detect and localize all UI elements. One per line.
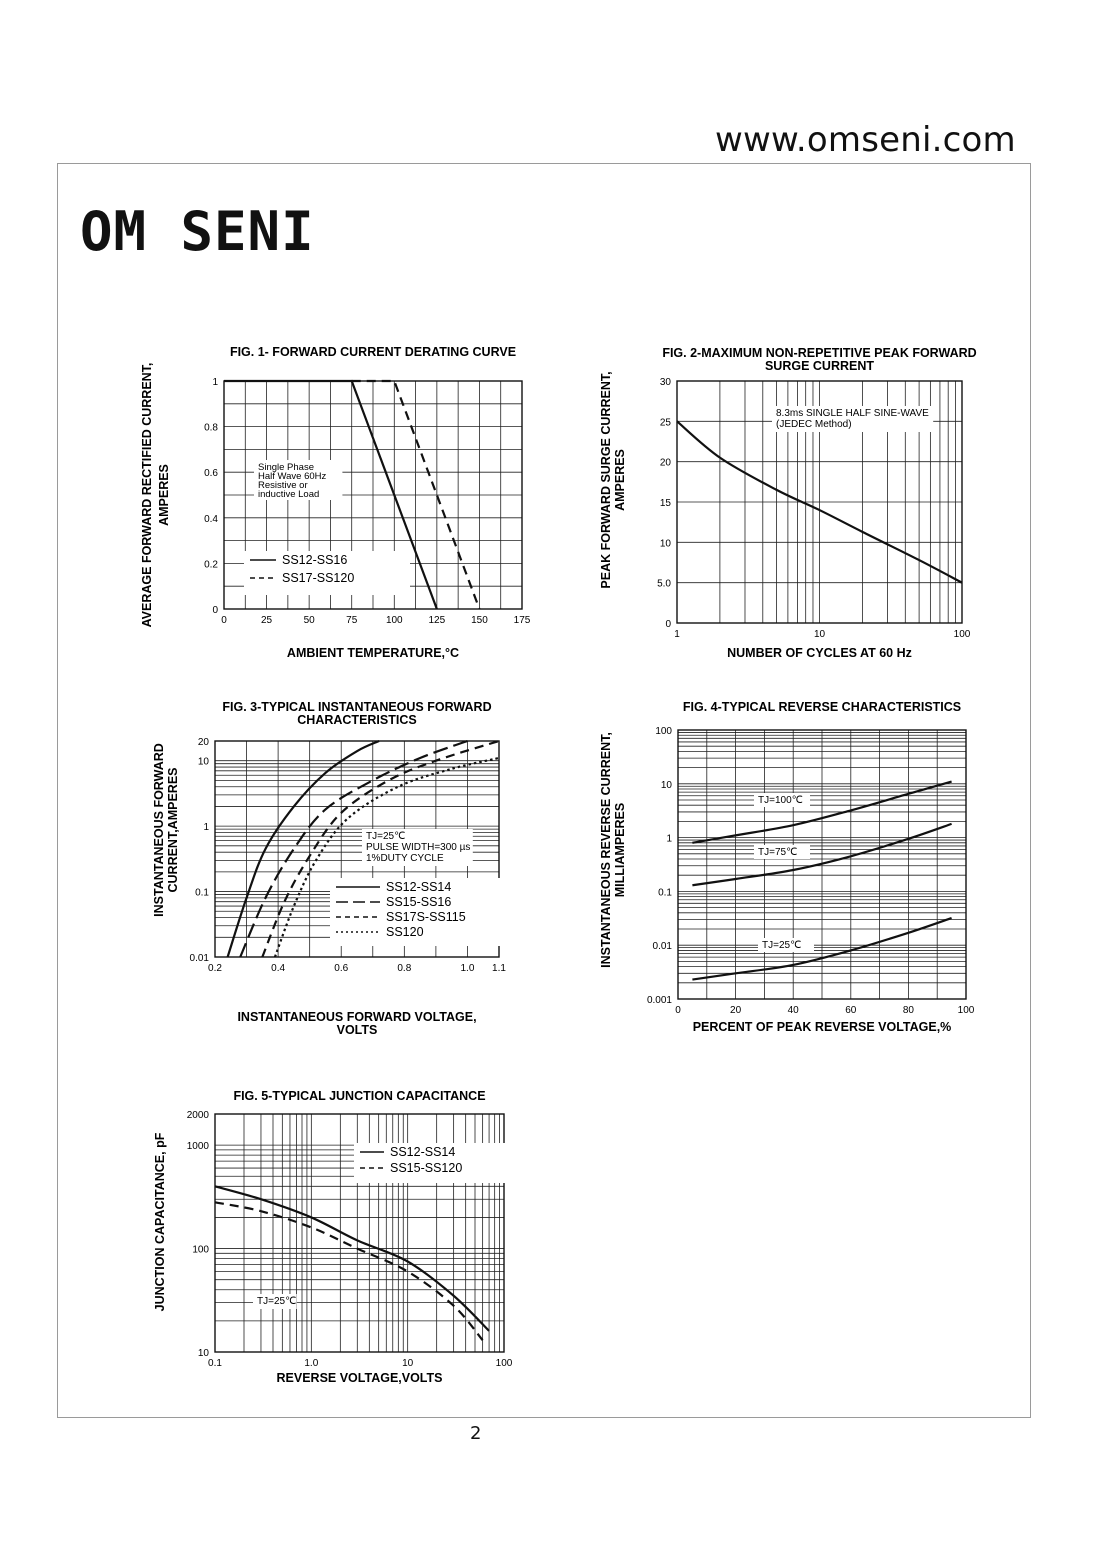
x-tick-label: 0.2 [208,963,222,974]
y-tick-label: 5.0 [657,578,671,590]
x-tick-label: 50 [303,615,315,626]
annotation-text: 1%DUTY CYCLE [366,853,444,864]
y-tick-label: 10 [660,779,672,791]
y-tick-label: 30 [659,377,671,388]
y-axis-label: CURRENT,AMPERES [166,767,180,893]
legend-label: SS17S-SS115 [386,910,466,924]
x-tick-label: 175 [513,615,531,626]
y-tick-label: 1 [203,822,209,834]
x-tick-label: 0 [221,615,227,626]
y-tick-label: 0.2 [204,559,218,571]
annotation-text: Half Wave 60Hz [258,471,327,482]
annotation-text: (JEDEC Method) [776,419,852,430]
y-tick-label: 0.1 [195,887,209,899]
chart-title: FIG. 4-TYPICAL REVERSE CHARACTERISTICS [682,700,962,714]
brand-logo: OM SENI [80,200,315,263]
curve-label: TJ=75℃ [758,847,798,858]
legend-label: SS15-SS120 [390,1161,463,1175]
y-tick-label: 0 [665,619,671,630]
y-tick-label: 20 [659,457,671,469]
chart-title: FIG. 1- FORWARD CURRENT DERATING CURVE [229,345,517,359]
chart-title: CHARACTERISTICS [297,713,417,727]
annotation-text: TJ=25℃ [257,1296,297,1307]
x-axis-label: AMBIENT TEMPERATURE,°C [286,646,460,660]
y-tick-label: 0.01 [189,953,209,964]
x-tick-label: 25 [261,615,273,626]
website-url[interactable]: www.omseni.com [715,120,1016,160]
x-tick-label: 10 [402,1358,414,1369]
curve-label: TJ=100℃ [758,795,803,806]
y-tick-label: 1 [666,833,672,845]
y-axis-label: AMPERES [157,464,171,526]
y-tick-label: 0.6 [204,468,218,480]
x-tick-label: 0.4 [271,963,286,974]
x-tick-label: 0.8 [397,963,412,974]
x-tick-label: 0.1 [208,1358,222,1369]
chart-fig1 [140,345,531,660]
x-axis-label: PERCENT OF PEAK REVERSE VOLTAGE,% [692,1020,952,1034]
y-tick-label: 0.01 [652,941,672,953]
page-number: 2 [470,1423,482,1444]
x-tick-label: 100 [495,1358,513,1369]
x-tick-label: 60 [845,1005,857,1016]
y-tick-label: 0.8 [204,422,218,434]
y-tick-label: 20 [197,737,209,748]
y-axis-label: AVERAGE FORWARD RECTIFIED CURRENT, [140,362,154,628]
y-tick-label: 1000 [186,1141,209,1153]
y-tick-label: 10 [197,1348,209,1359]
x-axis-label: VOLTS [336,1023,378,1037]
legend-label: SS12-SS16 [282,553,348,567]
x-tick-label: 100 [385,615,403,626]
y-axis-label: PEAK FORWARD SURGE CURRENT, [599,371,613,589]
chart-fig2 [599,346,977,660]
x-tick-label: 80 [902,1005,914,1016]
y-axis-label: JUNCTION CAPACITANCE, pF [153,1132,167,1312]
y-tick-label: 2000 [186,1110,209,1121]
x-tick-label: 1 [674,629,680,640]
x-tick-label: 10 [813,629,826,640]
chart-title: SURGE CURRENT [764,359,875,373]
x-tick-label: 40 [787,1005,799,1016]
y-tick-label: 0.4 [204,513,218,525]
y-axis-label: INSTANTANEOUS FORWARD [152,743,166,917]
annotation-text: Single Phase [258,462,314,473]
chart-title: FIG. 2-MAXIMUM NON-REPETITIVE PEAK FORWARD [662,346,977,360]
x-tick-label: 100 [953,629,971,640]
legend-label: SS15-SS16 [386,895,452,909]
legend-label: SS12-SS14 [390,1145,456,1159]
legend-label: SS17-SS120 [282,571,355,585]
annotation-text: inductive Load [258,489,320,500]
y-tick-label: 1 [212,377,218,388]
x-tick-label: 125 [428,615,446,626]
annotation-text: TJ=25℃ [366,831,406,842]
y-axis-label: INSTANTANEOUS REVERSE CURRENT, [599,732,613,968]
annotation-text: Resistive or [258,480,308,491]
curve-label: TJ=25℃ [762,940,802,951]
x-tick-label: 0 [675,1005,681,1016]
y-tick-label: 0.1 [658,887,672,899]
chart-fig4 [599,700,975,1034]
y-tick-label: 100 [192,1244,209,1256]
y-tick-label: 100 [655,726,672,737]
annotation-text: PULSE WIDTH=300 µs [366,842,471,853]
y-tick-label: 10 [197,756,209,768]
x-tick-label: 20 [730,1005,742,1016]
x-tick-label: 1.1 [492,963,506,974]
y-tick-label: 0.001 [646,995,672,1006]
x-axis-label: REVERSE VOLTAGE,VOLTS [276,1371,443,1385]
legend-label: SS120 [386,925,424,939]
chart-title: FIG. 3-TYPICAL INSTANTANEOUS FORWARD [222,700,492,714]
y-axis-label: MILLIAMPERES [613,802,627,898]
annotation-text: 8.3ms SINGLE HALF SINE-WAVE [776,408,929,419]
y-axis-label: AMPERES [613,449,627,511]
chart-title: FIG. 5-TYPICAL JUNCTION CAPACITANCE [233,1089,486,1103]
y-tick-label: 0 [212,605,218,616]
y-tick-label: 10 [659,538,671,550]
x-axis-label: NUMBER OF CYCLES AT 60 Hz [727,646,912,660]
x-tick-label: 150 [471,615,488,626]
x-tick-label: 1.0 [304,1358,319,1369]
legend-label: SS12-SS14 [386,880,452,894]
x-axis-label: INSTANTANEOUS FORWARD VOLTAGE, [237,1010,477,1024]
chart-fig3 [152,700,514,1037]
x-tick-label: 75 [346,615,358,626]
x-tick-label: 100 [957,1005,975,1016]
y-tick-label: 25 [659,417,671,429]
chart-fig5 [153,1089,518,1385]
y-tick-label: 15 [659,498,671,509]
x-tick-label: 0.6 [334,963,349,974]
x-tick-label: 1.0 [460,963,475,974]
